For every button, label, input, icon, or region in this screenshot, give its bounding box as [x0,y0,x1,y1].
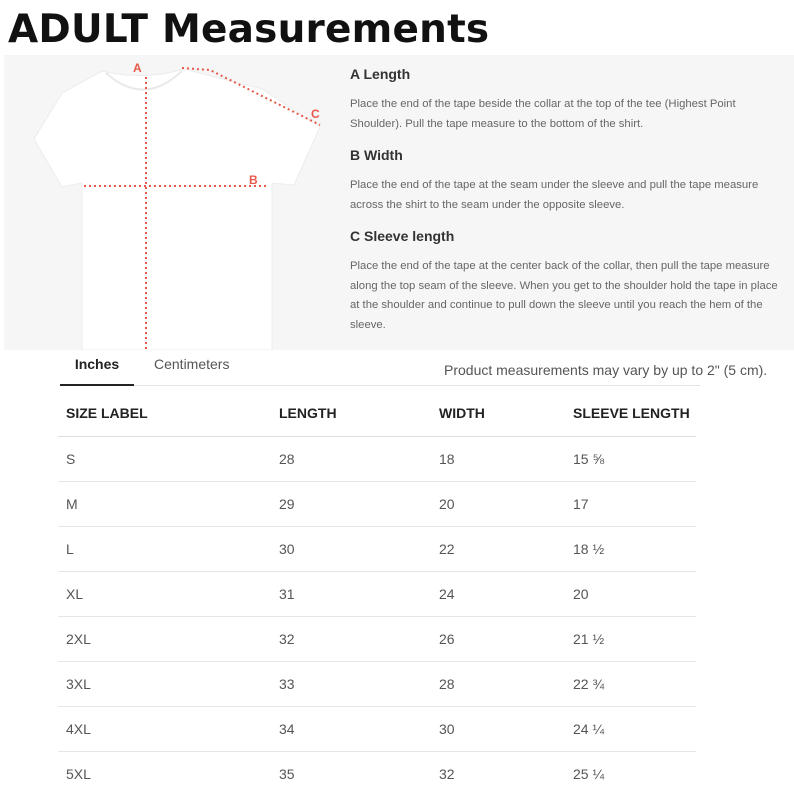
cell-width: 20 [431,482,565,527]
guide-text [350,65,790,347]
guide-section-length [350,65,790,134]
cell-length: 34 [271,707,431,752]
measurement-guide-panel [4,55,794,350]
cell-width: 22 [431,527,565,572]
cell-sleeve: 24 ¼ [565,707,696,752]
tshirt-diagram [4,55,344,350]
cell-size: M [58,482,271,527]
cell-length: 32 [271,617,431,662]
cell-sleeve: 17 [565,482,696,527]
cell-size: 3XL [58,662,271,707]
cell-size: S [58,437,271,482]
cell-size: L [58,527,271,572]
tab-centimeters[interactable]: Centimeters [154,350,229,384]
table-row [58,617,696,662]
cell-width: 28 [431,662,565,707]
table-row [58,662,696,707]
cell-sleeve: 22 ¾ [565,662,696,707]
page-title: ADULT Measurements [8,2,489,58]
table-row [58,437,696,482]
measurement-note: Product measurements may vary by up to 2" (5 cm). [444,362,767,378]
cell-length: 30 [271,527,431,572]
cell-size: 4XL [58,707,271,752]
cell-width: 24 [431,572,565,617]
header-sleeve-length: SLEEVE LENGTH [565,390,696,437]
cell-sleeve: 15 ⅝ [565,437,696,482]
cell-length: 28 [271,437,431,482]
label-b: B [249,173,258,187]
cell-sleeve: 20 [565,572,696,617]
header-length: LENGTH [271,390,431,437]
tshirt-shape [34,69,320,350]
cell-sleeve: 18 ½ [565,527,696,572]
guide-body: Place the end of the tape beside the collar at the top of the tee (Highest Point Shoulder). Pull the tape measure to the bottom of the shirt. [350,95,790,134]
guide-section-width [350,146,790,215]
guide-body: Place the end of the tape at the center back of the collar, then pull the tape measure along the top seam of the sleeve. When you get to the shoulder hold the tape in place at the shoulder and continue to pull down the sleeve until you reach the hem of the sleeve. [350,257,790,335]
cell-width: 30 [431,707,565,752]
tab-inches[interactable]: Inches [60,350,134,386]
table-row [58,482,696,527]
tshirt-illustration [4,55,344,350]
table-row [58,752,696,796]
cell-sleeve: 25 ¼ [565,752,696,796]
guide-heading: A Length [350,65,790,83]
guide-section-sleeve [350,227,790,335]
table-row [58,707,696,752]
cell-length: 29 [271,482,431,527]
cell-width: 32 [431,752,565,796]
label-c: C [311,107,320,121]
cell-width: 26 [431,617,565,662]
cell-sleeve: 21 ½ [565,617,696,662]
cell-length: 31 [271,572,431,617]
label-a: A [133,61,142,75]
guide-heading: B Width [350,146,790,164]
header-width: WIDTH [431,390,565,437]
cell-size: 2XL [58,617,271,662]
guide-body: Place the end of the tape at the seam under the sleeve and pull the tape measure across the shirt to the seam under the opposite sleeve. [350,176,790,215]
cell-width: 18 [431,437,565,482]
table-row [58,572,696,617]
cell-length: 33 [271,662,431,707]
guide-heading: C Sleeve length [350,227,790,245]
table-header-row [58,390,696,437]
cell-size: 5XL [58,752,271,796]
size-table [58,390,696,796]
cell-size: XL [58,572,271,617]
cell-length: 35 [271,752,431,796]
header-size-label: SIZE LABEL [58,390,271,437]
table-row [58,527,696,572]
